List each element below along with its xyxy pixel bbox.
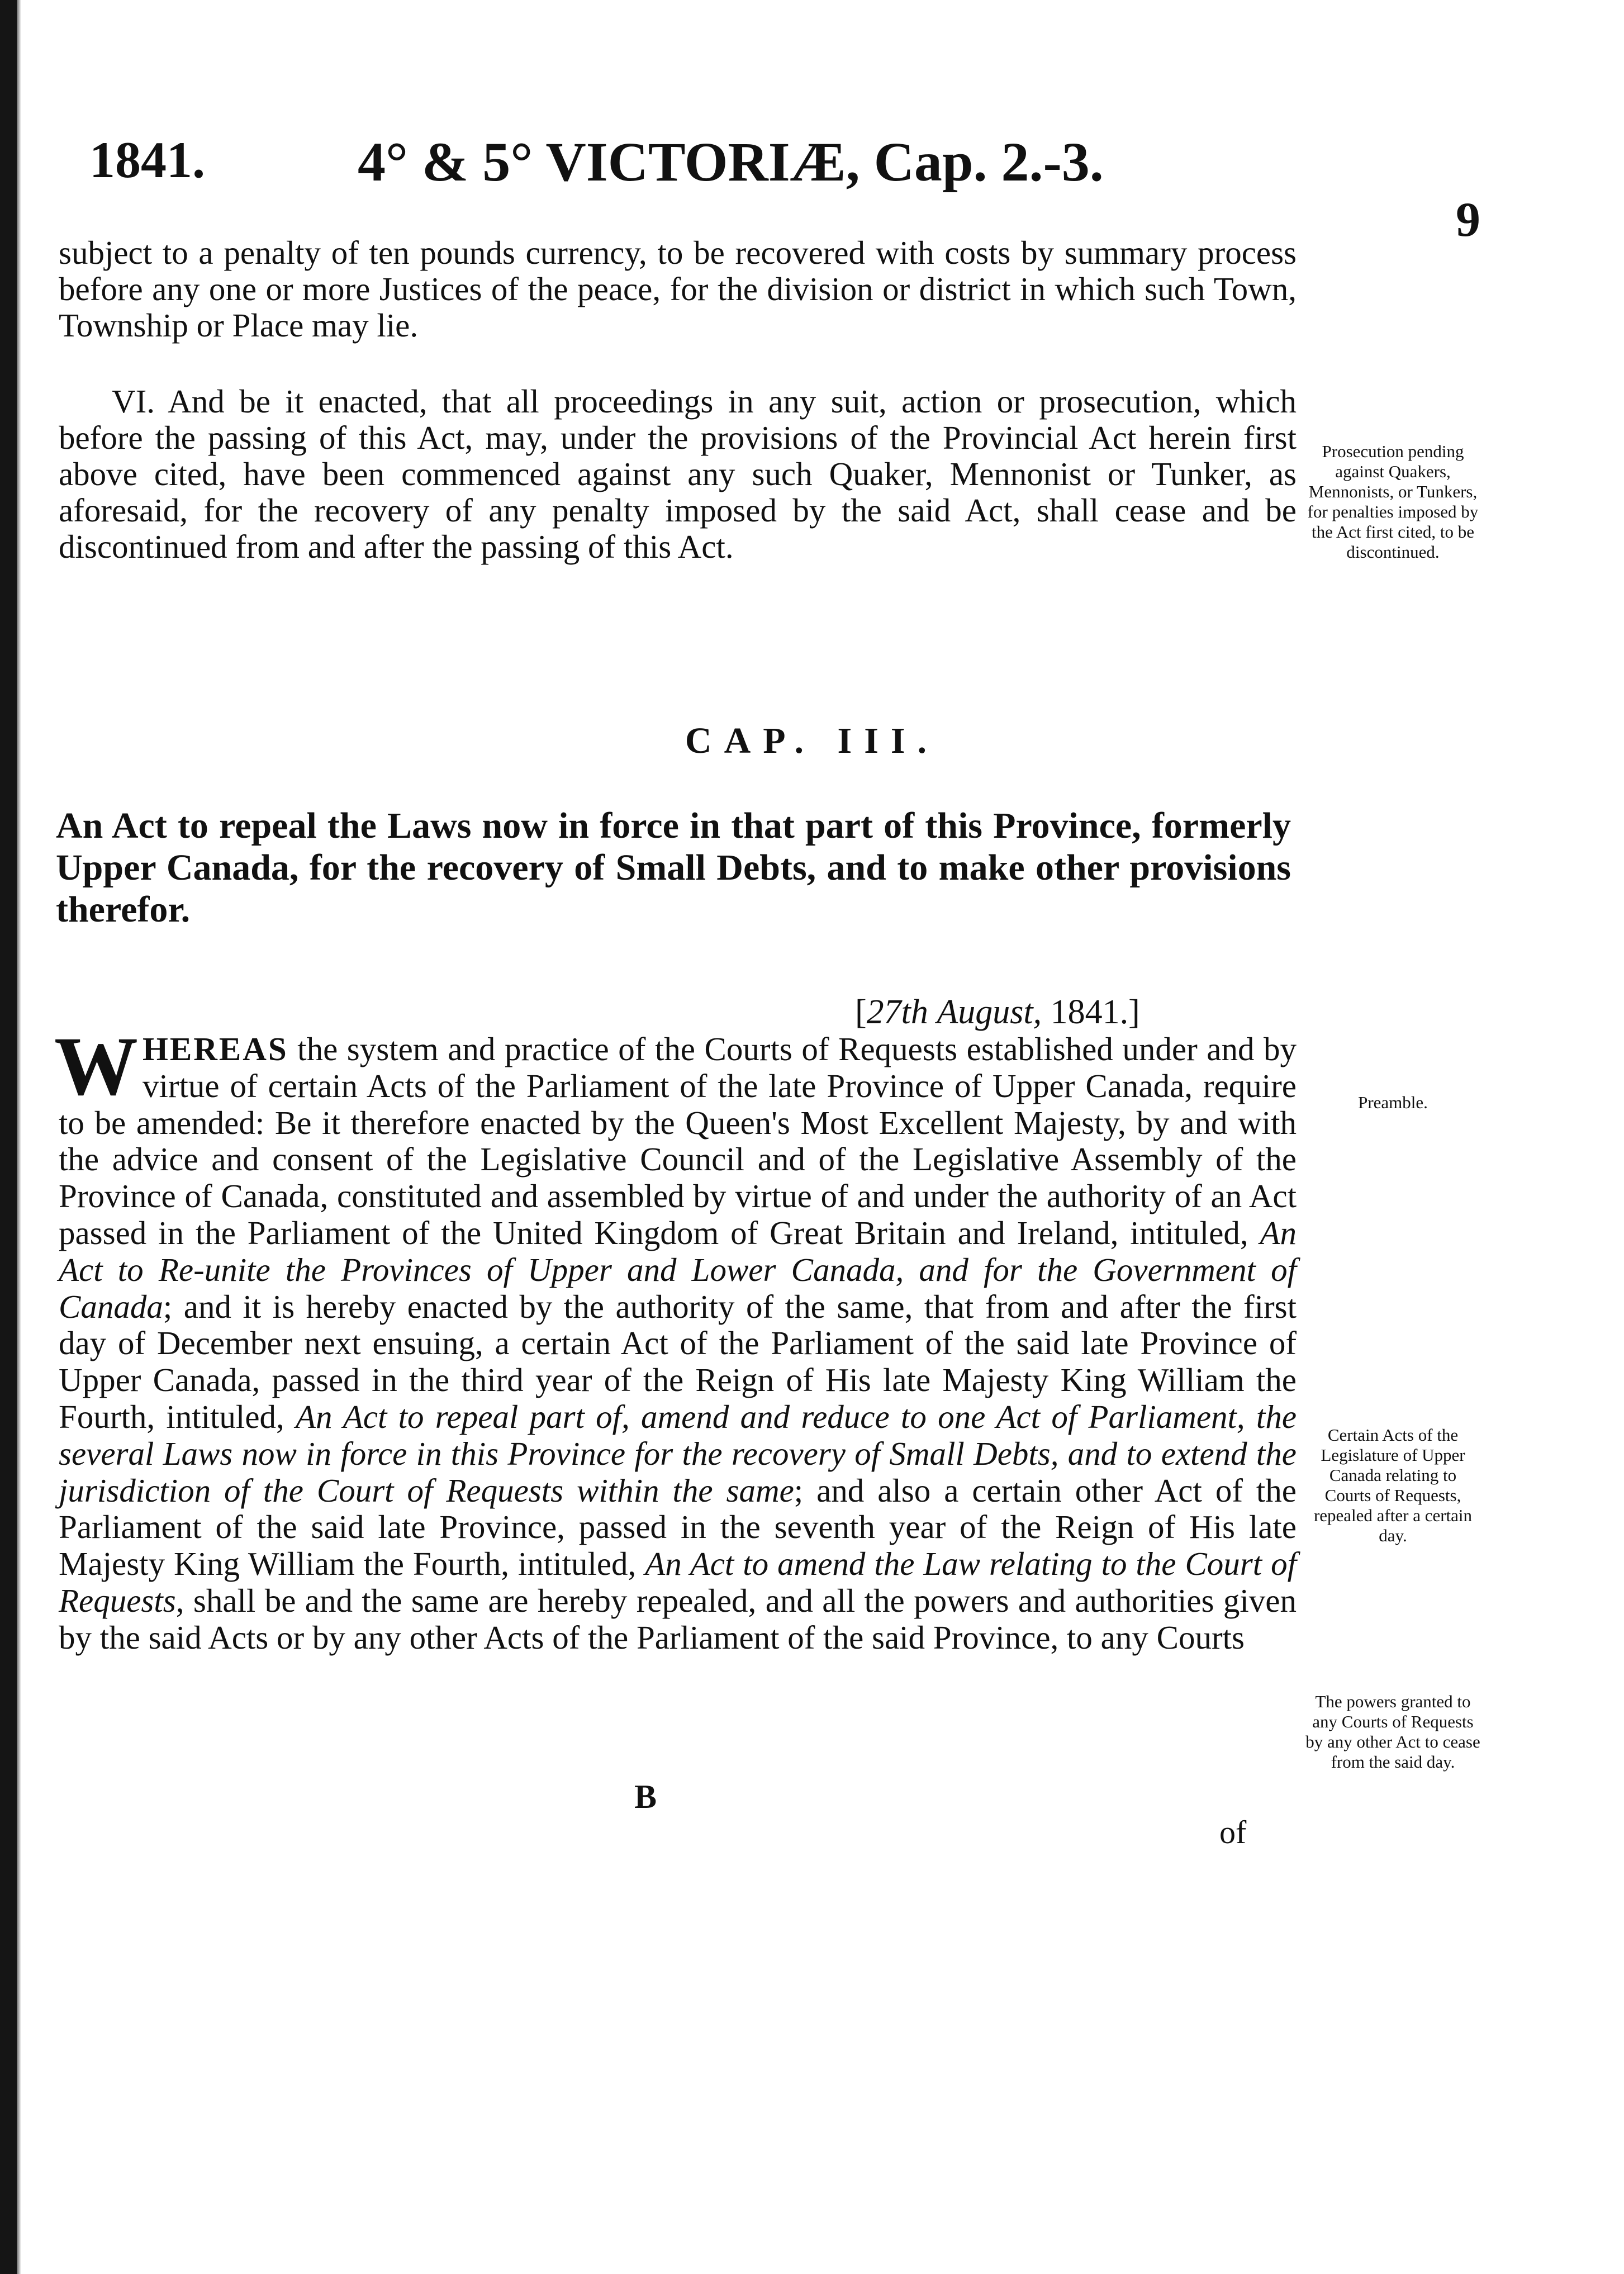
chapter-heading: CAP. III.: [685, 720, 939, 761]
continued-paragraph-text: subject to a penalty of ten pounds currency, to be recovered with costs by summary process before any one or more Justices of the peace, for the division or district in which such Town, Township or Place may lie.: [59, 234, 1297, 344]
preamble-text-4: , shall be and the same are hereby repealed, and all the powers and authorities given by the said Acts or by any other Acts of the Parliament of the said Province, to any Courts: [59, 1582, 1297, 1656]
running-head-year: 1841.: [89, 131, 205, 188]
signature-mark: B: [634, 1778, 657, 1815]
act-title: An Act to repeal the Laws now in force in that part of this Province, formerly Upper Canada, for the recovery of Small Debts, and to make other provisions therefor.: [56, 805, 1291, 930]
preamble-text-2: ; and it is hereby enacted by the authority of the same, that from and after the first day of December next ensuing, a certain Act of the Parliament of the said late Province of Upper Canada, passed in the third year of the Reign of His late Majesty King William the Fourth, intituled,: [59, 1288, 1297, 1435]
continued-paragraph: [59, 235, 1297, 344]
scan-binding-edge: [0, 0, 17, 2274]
catchword: of: [1219, 1814, 1247, 1850]
cited-act-reunion: An Act to Re-unite the Provinces of Upper and Lower Canada, and for the Government of Canada: [59, 1214, 1297, 1325]
act-date-day: 27th: [866, 993, 928, 1031]
act-date: [855, 995, 1140, 1029]
margin-note-acts-repealed: Certain Acts of the Legislature of Upper Canada relating to Courts of Requests, repealed after a certain day.: [1313, 1425, 1473, 1545]
page-number: 9: [1456, 193, 1480, 247]
act-date-open: [: [855, 993, 867, 1031]
preamble-text-1: the system and practice of the Courts of Requests established under and by virtue of certain Acts of the Parliament of the late Province of Upper Canada, require to be amended: Be it therefore enacted by the Queen's Most Excellent Majesty, by and with the advice and consent of the Legislative Council and of the Legislative Assembly of the Province of Canada, constituted and assembled by virtue of and under the authority of an Act passed in the Parliament of the United Kingdom of Great Britain and Ireland, intituled,: [59, 1031, 1297, 1251]
margin-note-prosecutions: Prosecution pending against Quakers, Mennonists, or Tunkers, for penalties imposed by the Act first cited, to be discontinued.: [1307, 441, 1479, 562]
act-date-year: 1841.]: [1050, 993, 1140, 1031]
section-vi: [59, 383, 1297, 565]
running-head-title: 4° & 5° VICTORIÆ, Cap. 2.-3.: [358, 131, 1104, 193]
act-date-month: August,: [937, 993, 1042, 1031]
margin-note-preamble: Preamble.: [1358, 1093, 1428, 1112]
drop-cap: W: [54, 1020, 138, 1113]
preamble-paragraph: [54, 1020, 1297, 1656]
cited-act-court-of-requests: An Act to amend the Law relating to the Court of Requests: [59, 1545, 1297, 1619]
preamble-text: [54, 1020, 1297, 1656]
first-word-rest: HEREAS: [143, 1031, 288, 1067]
section-vi-text: VI. And be it enacted, that all proceedings in any suit, action or prosecution, which before the passing of this Act, may, under the provisions of the Provincial Act herein first above cited, have been commenced against any such Quaker, Mennonist or Tunker, as aforesaid, for the recovery of any penalty imposed by the said Act, shall cease and be discontinued from and after the passing of this Act.: [59, 383, 1297, 565]
preamble-text-3: ; and also a certain other Act of the Parliament of the said late Province, passed in the seventh year of the Reign of His late Majesty King William the Fourth, intituled,: [59, 1471, 1297, 1583]
cited-act-small-debts: An Act to repeal part of, amend and reduce to one Act of Parliament, the several Laws now in force in this Province for the recovery of Small Debts, and to extend the jurisdiction of the Court of Requests within the same: [59, 1398, 1297, 1509]
margin-note-powers-cease: The powers granted to any Courts of Requests by any other Act to cease from the said day.: [1305, 1692, 1480, 1772]
